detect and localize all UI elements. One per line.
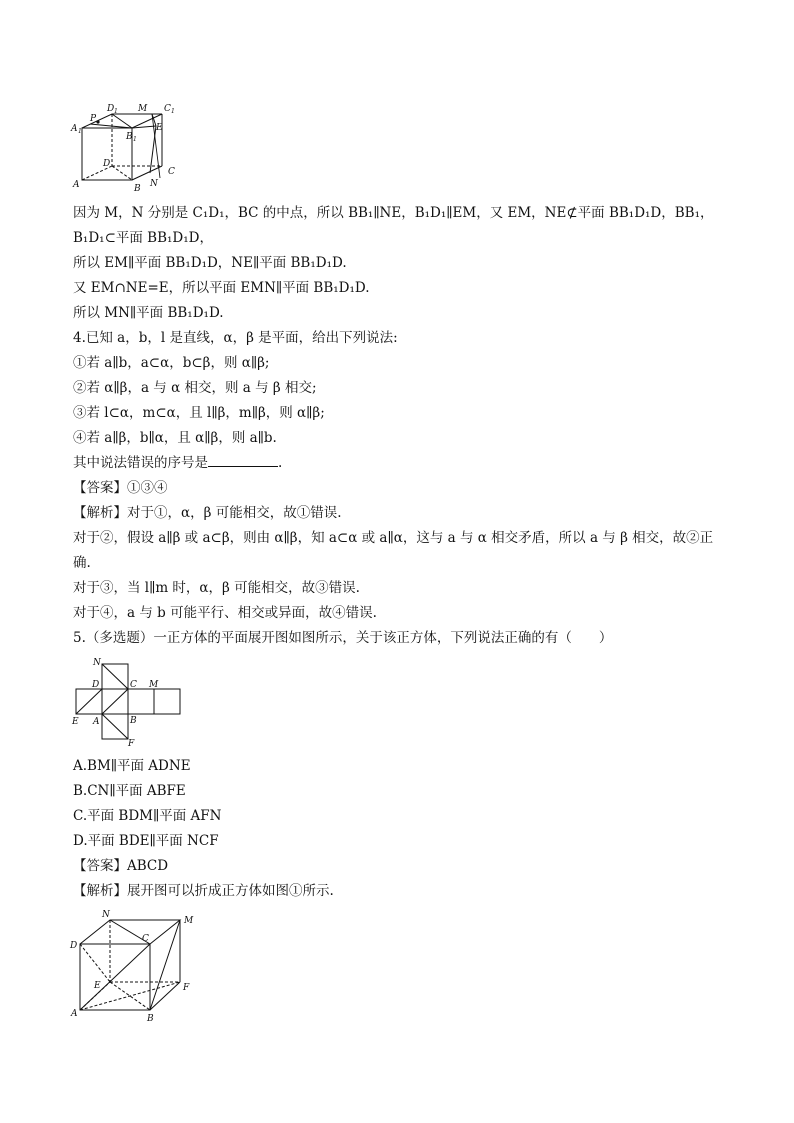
text-line-5: 所以 MN∥平面 BB₁D₁D. bbox=[73, 305, 224, 321]
label-C: C bbox=[168, 167, 175, 177]
question-5-stem: 5.（多选题）一正方体的平面展开图如图所示，关于该正方体，下列说法正确的有（ ） bbox=[73, 630, 613, 646]
option-c bbox=[73, 807, 221, 825]
cube-figure-3 bbox=[66, 906, 196, 1026]
question-4-stem: 4.已知 a，b，l 是直线，α，β 是平面，给出下列说法: bbox=[73, 330, 398, 346]
label-N: N bbox=[150, 179, 158, 189]
option-b-text: B.CN∥平面 ABFE bbox=[73, 783, 186, 799]
option-d-text: D.平面 BDE∥平面 NCF bbox=[73, 833, 219, 849]
cube3-label-D: D bbox=[70, 941, 78, 951]
label-D1: D bbox=[107, 104, 115, 114]
cube3-label-E: E bbox=[94, 981, 101, 991]
statement-3: ③若 l⊂α，m⊂α，且 l∥β，m∥β，则 α∥β; bbox=[73, 405, 325, 421]
text-line-3: 所以 EM∥平面 BB₁D₁D，NE∥平面 BB₁D₁D. bbox=[73, 255, 347, 271]
net-label-F: F bbox=[128, 739, 135, 749]
label-C1: C bbox=[164, 104, 171, 114]
label-B1: B bbox=[126, 132, 133, 142]
net-label-N: N bbox=[93, 658, 101, 668]
prompt-text: 其中说法错误的序号是 bbox=[73, 455, 208, 471]
statement-2: ②若 α∥β，a 与 α 相交，则 a 与 β 相交; bbox=[73, 380, 317, 396]
label-B: B bbox=[134, 184, 141, 194]
option-b bbox=[73, 782, 186, 800]
label-A1-sub: 1 bbox=[78, 128, 82, 135]
label-P: P bbox=[90, 114, 97, 124]
option-c-text: C.平面 BDM∥平面 AFN bbox=[73, 808, 222, 824]
answer-5: 【答案】ABCD bbox=[73, 858, 169, 874]
statement-4: ④若 a∥β，b∥α，且 α∥β，则 a∥b. bbox=[73, 430, 277, 446]
label-C1-sub: 1 bbox=[171, 108, 175, 115]
analysis-5-line-1: 【解析】展开图可以折成正方体如图①所示. bbox=[73, 883, 334, 899]
cube3-label-A: A bbox=[71, 1009, 78, 1019]
question-4-prompt bbox=[73, 454, 282, 472]
prompt-period: . bbox=[278, 455, 283, 471]
statement-1: ①若 a∥b，a⊂α，b⊂β，则 α∥β; bbox=[73, 355, 270, 371]
net-label-D: D bbox=[92, 680, 100, 690]
net-label-M: M bbox=[149, 680, 159, 690]
cube-figure-1 bbox=[70, 100, 185, 195]
net-label-A: A bbox=[93, 717, 100, 727]
text-line-2: B₁D₁⊂平面 BB₁D₁D， bbox=[73, 230, 213, 246]
label-A1: A bbox=[71, 124, 78, 134]
analysis-4-line-2: 对于②，假设 a∥β 或 a⊂β，则由 α∥β，知 a⊂α 或 a∥α，这与 a 与 α 相交矛盾，所以 a 与 β 相交，故②正 bbox=[73, 530, 714, 546]
cube-net-figure bbox=[68, 654, 188, 749]
cube3-label-M: M bbox=[184, 916, 194, 926]
label-M: M bbox=[138, 104, 148, 114]
text-line-4: 又 EM∩NE=E，所以平面 EMN∥平面 BB₁D₁D. bbox=[73, 280, 370, 296]
net-label-C: C bbox=[130, 680, 137, 690]
label-D1-sub: 1 bbox=[114, 108, 118, 115]
cube3-label-C: C bbox=[142, 934, 149, 944]
label-E: E bbox=[156, 123, 163, 133]
cube3-label-N: N bbox=[102, 910, 110, 920]
cube3-label-F: F bbox=[183, 983, 190, 993]
label-A: A bbox=[73, 180, 80, 190]
net-label-B: B bbox=[130, 716, 137, 726]
cube3-label-B: B bbox=[147, 1014, 154, 1024]
option-a bbox=[73, 757, 191, 775]
answer-4: 【答案】①③④ bbox=[73, 480, 168, 496]
analysis-4-line-4: 对于③，当 l∥m 时，α，β 可能相交，故③错误. bbox=[73, 580, 360, 596]
text-line-1: 因为 M，N 分别是 C₁D₁，BC 的中点，所以 BB₁∥NE，B₁D₁∥EM，又 EM，NE⊄平面 BB₁D₁D，BB₁， bbox=[73, 205, 714, 221]
option-a-text: A.BM∥平面 ADNE bbox=[73, 758, 191, 774]
label-D: D bbox=[103, 159, 111, 169]
label-B1-sub: 1 bbox=[133, 136, 137, 143]
analysis-4-line-5: 对于④，a 与 b 可能平行、相交或异面，故④错误. bbox=[73, 605, 377, 621]
net-label-E: E bbox=[72, 717, 79, 727]
analysis-4-line-3: 确. bbox=[73, 555, 91, 571]
analysis-4-line-1: 【解析】对于①，α，β 可能相交，故①错误. bbox=[73, 505, 342, 521]
option-d bbox=[73, 832, 219, 850]
answer-blank bbox=[208, 454, 278, 467]
